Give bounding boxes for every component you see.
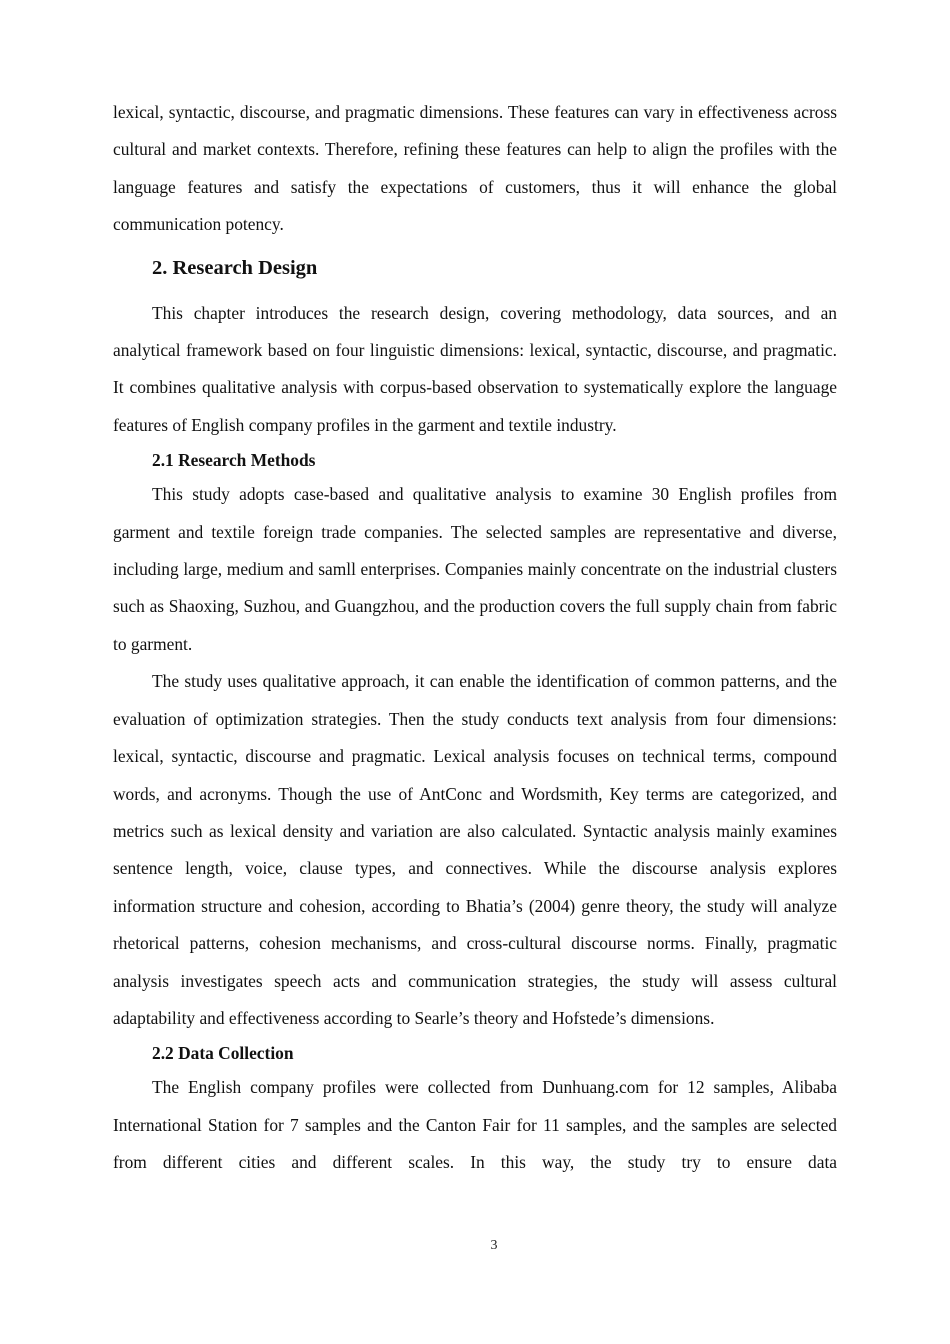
subsection-heading-data-collection: 2.2 Data Collection xyxy=(152,1043,294,1064)
section-heading-research-design: 2. Research Design xyxy=(152,256,318,279)
research-methods-paragraph-2: The study uses qualitative approach, it can enable the identification of common patterns, and the evaluation of optimization strategies. Then the study conducts text analysis from four dimensions: lexical, syntactic, discourse and pragmatic. Lexical analysis focuses on technical terms, compound words, and acronyms. Though the use of AntConc and Wordsmith, Key terms are categorized, and metrics such as lexical density and variation are also calculated. Syntactic analysis mainly examines sentence length, voice, clause types, and connectives. While the discourse analysis explores information structure and cohesion, according to Bhatia’s (2004) genre theory, the study will analyze rhetorical patterns, cohesion mechanisms, and cross-cultural discourse norms. Finally, pragmatic analysis investigates speech acts and communication strategies, the study will assess cultural adaptability and effectiveness according to Searle’s theory and Hofstede’s dimensions. xyxy=(113,671,837,1028)
intro-paragraph: lexical, syntactic, discourse, and pragmatic dimensions. These features can vary in effectiveness across cultural and market contexts. Therefore, refining these features can help to align the profiles with the language features and satisfy the expectations of customers, thus it will enhance the global communication potency. xyxy=(113,102,837,235)
data-collection-paragraph-1: The English company profiles were collected from Dunhuang.com for 12 samples, Alibaba International Station for 7 samples and the Canton Fair for 11 samples, and the samples are selected from different cities and different scales. In this way, the study try to ensure data xyxy=(113,1077,837,1173)
research-methods-paragraph-1: This study adopts case-based and qualitative analysis to examine 30 English profiles from garment and textile foreign trade companies. The selected samples are representative and diverse, including large, medium and samll enterprises. Companies mainly concentrate on the industrial clusters such as Shaoxing, Suzhou, and Guangzhou, and the production covers the full supply chain from fabric to garment. xyxy=(113,484,837,654)
page-body xyxy=(113,94,837,1182)
subsection-heading-research-methods: 2.1 Research Methods xyxy=(152,450,316,471)
section-intro-paragraph: This chapter introduces the research design, covering methodology, data sources, and an analytical framework based on four linguistic dimensions: lexical, syntactic, discourse, and pragmatic. It combines qualitative analysis with corpus-based observation to systematically explore the language features of English company profiles in the garment and textile industry. xyxy=(113,302,837,435)
page-number: 3 xyxy=(490,1238,498,1253)
